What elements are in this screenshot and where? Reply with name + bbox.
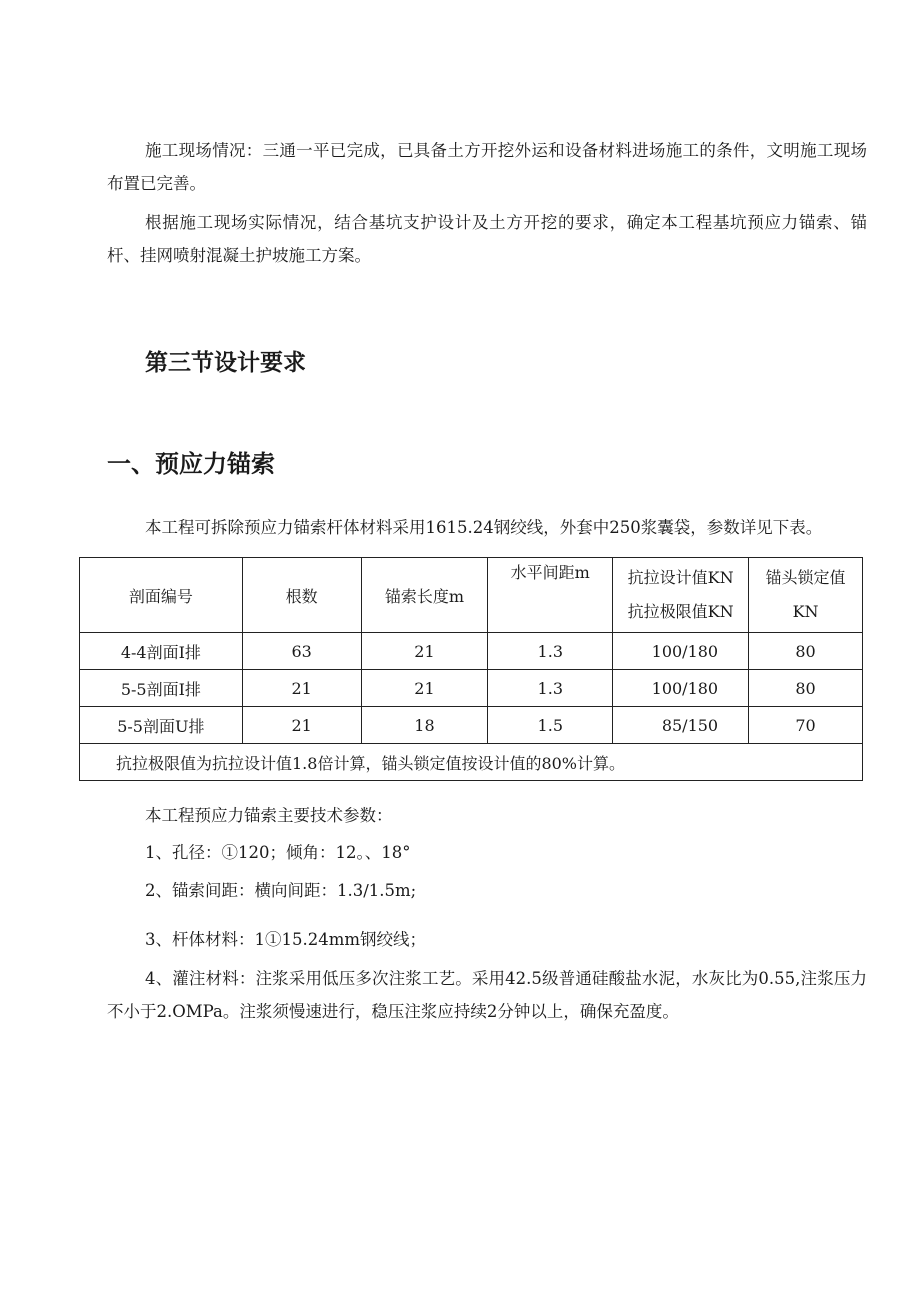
header-limit-value: 抗拉极限值KN bbox=[627, 602, 734, 621]
param-item-3: 3、杆体材料：1①15.24mm钢绞线； bbox=[145, 930, 427, 949]
table-header-row bbox=[80, 558, 863, 633]
table-note: 抗拉极限值为抗拉设计值1.8倍计算，锚头锁定值按设计值的80%计算。 bbox=[80, 744, 863, 781]
cell-section-id: 4-4剖面I排 bbox=[80, 633, 243, 670]
cell-count: 21 bbox=[242, 670, 361, 707]
table-row bbox=[80, 707, 863, 744]
cell-spacing: 1.3 bbox=[488, 670, 613, 707]
param-item-4: 4、灌注材料：注浆采用低压多次注浆工艺。采用42.5级普通硅酸盐水泥，水灰比为0.55,注浆压力不小于2.OMPa。注浆须慢速进行，稳压注浆应持续2分钟以上，确保充盈度。 bbox=[107, 969, 867, 1021]
header-tension bbox=[613, 558, 749, 633]
header-spacing: 水平间距m bbox=[488, 558, 613, 633]
section-title: 第三节设计要求 bbox=[145, 350, 306, 376]
table-note-row bbox=[80, 744, 863, 781]
header-lock-line1: 锚头锁定值 bbox=[765, 568, 846, 587]
header-design-value: 抗拉设计值KN bbox=[627, 568, 734, 587]
cell-count: 63 bbox=[242, 633, 361, 670]
table-row bbox=[80, 670, 863, 707]
cell-lock: 70 bbox=[749, 707, 863, 744]
cell-spacing: 1.3 bbox=[488, 633, 613, 670]
header-count: 根数 bbox=[242, 558, 361, 633]
params-heading: 本工程预应力锚索主要技术参数： bbox=[145, 806, 393, 825]
header-length: 锚索长度m bbox=[361, 558, 488, 633]
table-row bbox=[80, 633, 863, 670]
param-item-1: 1、孔径：①120；倾角：12。、18° bbox=[145, 843, 411, 862]
subsection-title: 一、预应力锚索 bbox=[107, 450, 275, 478]
cell-length: 21 bbox=[361, 633, 488, 670]
cell-lock: 80 bbox=[749, 670, 863, 707]
site-status-paragraph: 施工现场情况：三通一平已完成，已具备土方开挖外运和设备材料进场施工的条件，文明施工现场布置已完善。 bbox=[107, 141, 867, 193]
cell-section-id: 5-5剖面I排 bbox=[80, 670, 243, 707]
cell-length: 21 bbox=[361, 670, 488, 707]
param-item-2: 2、锚索间距：横向间距：1.3∕1.5m; bbox=[145, 881, 417, 900]
cell-tension: 100/180 bbox=[613, 633, 749, 670]
cell-tension: 100/180 bbox=[613, 670, 749, 707]
cell-lock: 80 bbox=[749, 633, 863, 670]
header-lock-line2: KN bbox=[792, 602, 819, 621]
header-section-id: 剖面编号 bbox=[80, 558, 243, 633]
cell-spacing: 1.5 bbox=[488, 707, 613, 744]
basis-paragraph: 根据施工现场实际情况，结合基坑支护设计及土方开挖的要求，确定本工程基坑预应力锚索、锚杆、挂网喷射混凝土护坡施工方案。 bbox=[107, 213, 867, 265]
cell-length: 18 bbox=[361, 707, 488, 744]
anchor-parameter-table bbox=[79, 557, 863, 781]
anchor-description: 本工程可拆除预应力锚索杆体材料采用1615.24钢绞线，外套中250浆囊袋，参数详见下表。 bbox=[145, 518, 823, 537]
cell-section-id: 5-5剖面U排 bbox=[80, 707, 243, 744]
cell-tension: 85/150 bbox=[613, 707, 749, 744]
cell-count: 21 bbox=[242, 707, 361, 744]
header-lock bbox=[749, 558, 863, 633]
